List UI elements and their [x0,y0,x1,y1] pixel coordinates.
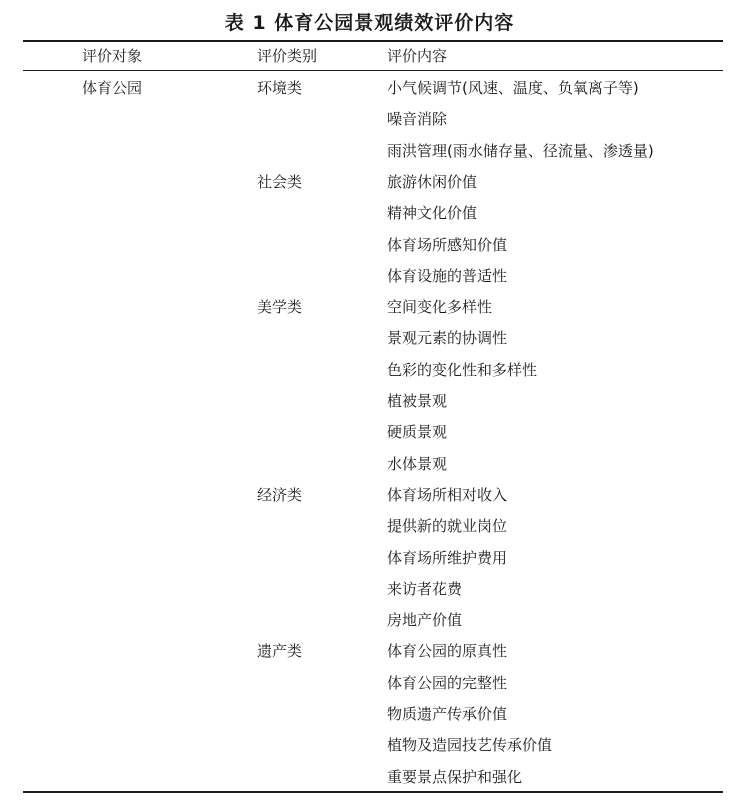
table-row [0,230,739,261]
cell-evaluation-content: 色彩的变化性和多样性 [387,360,538,379]
cell-evaluation-content: 噪音消除 [387,110,448,129]
cell-evaluation-object: 体育公园 [82,79,143,97]
table-row [0,762,739,793]
table-bottom-rule [23,791,723,793]
cell-evaluation-category: 社会类 [257,172,303,191]
cell-evaluation-content: 植物及造园技艺传承价值 [387,736,553,755]
header-evaluation-category: 评价类别 [257,47,318,65]
cell-evaluation-content: 房地产价值 [387,611,463,630]
table-row [0,605,739,636]
table-row [0,323,739,354]
table-row [0,511,739,542]
cell-evaluation-category: 经济类 [257,485,303,504]
table-title: 表 1 体育公园景观绩效评价内容 [224,12,515,34]
cell-evaluation-content: 雨洪管理(雨水储存量、径流量、渗透量) [387,141,654,160]
cell-evaluation-category: 美学类 [257,298,303,317]
table-row [0,136,739,167]
cell-evaluation-category: 环境类 [257,79,303,97]
table-row [0,543,739,574]
cell-evaluation-content: 小气候调节(风速、温度、负氧离子等) [387,79,639,97]
cell-evaluation-content: 物质遗产传承价值 [387,705,508,723]
cell-evaluation-content: 硬质景观 [387,423,448,442]
cell-evaluation-content: 体育设施的普适性 [387,266,508,285]
cell-evaluation-content: 重要景点保护和强化 [387,767,523,786]
header-evaluation-content: 评价内容 [387,47,448,65]
cell-evaluation-content: 空间变化多样性 [387,298,493,317]
cell-evaluation-content: 体育公园的完整性 [387,673,508,692]
table-row [0,417,739,448]
table-row [0,73,739,104]
table-row [0,574,739,605]
table-row [0,292,739,323]
cell-evaluation-content: 水体景观 [387,454,448,473]
cell-evaluation-content: 来访者花费 [387,579,463,598]
table-row [0,668,739,699]
cell-evaluation-content: 精神文化价值 [387,204,478,223]
table-row [0,355,739,386]
table-row [0,104,739,135]
table-row [0,449,739,480]
table-row [0,167,739,198]
table-row [0,480,739,511]
cell-evaluation-category: 遗产类 [257,642,303,661]
table-row [0,730,739,761]
cell-evaluation-content: 体育场所感知价值 [387,235,508,254]
table-row [0,699,739,730]
table-top-rule [23,40,723,42]
table-row [0,198,739,229]
cell-evaluation-content: 体育公园的原真性 [387,642,508,661]
cell-evaluation-content: 体育场所维护费用 [387,548,508,567]
table-row [0,386,739,417]
table-row [0,636,739,667]
cell-evaluation-content: 旅游休闲价值 [387,172,478,191]
table-header-rule [23,70,723,71]
cell-evaluation-content: 体育场所相对收入 [387,485,508,504]
header-evaluation-object: 评价对象 [82,47,143,65]
cell-evaluation-content: 提供新的就业岗位 [387,517,508,536]
table-row [0,261,739,292]
cell-evaluation-content: 植被景观 [387,392,448,410]
cell-evaluation-content: 景观元素的协调性 [387,329,508,348]
